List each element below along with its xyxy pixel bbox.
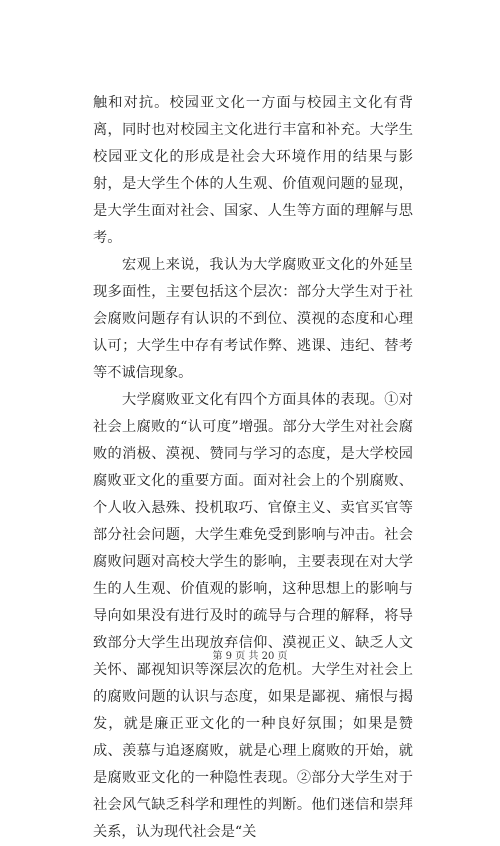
paragraph-1: 触和对抗。校园亚文化一方面与校园主文化有背离，同时也对校园主文化进行丰富和补充。大学生校园亚文化的形成是社会大环境作用的结果与影射，是大学生个体的人生观、价值观问题的显现，是大学生面对社会、国家、人生等方面的理解与思考。 bbox=[93, 95, 413, 246]
paragraph-2: 宏观上来说，我认为大学腐败亚文化的外延呈现多面性，主要包括这个层次：部分大学生对于社会腐败问题存有认识的不到位、漠视的态度和心理认可；大学生中存有考试作弊、逃课、违纪、替考等不诚信现象。 bbox=[93, 257, 413, 381]
page-footer: 第 9 页 共 20 页 bbox=[212, 651, 288, 662]
paragraph-3: 大学腐败亚文化有四个方面具体的表现。①对社会上腐败的“认可度”增强。部分大学生对社会腐败的消极、漠视、赞同与学习的态度，是大学校园腐败亚文化的重要方面。面对社会上的个别腐败、个人收入悬殊、投机取巧、官僚主义、卖官买官等部分社会问题，大学生难免受到影响与冲击。社会腐败问题对高校大学生的影响，主要表现在对大学生的人生观、价值观的影响，这种思想上的影响与导向如果没有进行及时的疏导与合理的解释，将导致部分大学生出现放弃信仰、漠视正义、缺乏人文关怀、鄙视知识等深层次的危机。大学生对社会上的腐败问题的认识与态度，如果是鄙视、痛恨与揭发，就是廉正亚文化的一种良好氛围；如果是赞成、羡慕与追逐腐败，就是心理上腐败的开始，就是腐败亚文化的一种隐性表现。②部分大学生对于社会风气缺乏科学和理性的判断。他们迷信和崇拜关系，认为现代社会是“关 bbox=[93, 392, 413, 840]
body-text bbox=[93, 90, 413, 846]
